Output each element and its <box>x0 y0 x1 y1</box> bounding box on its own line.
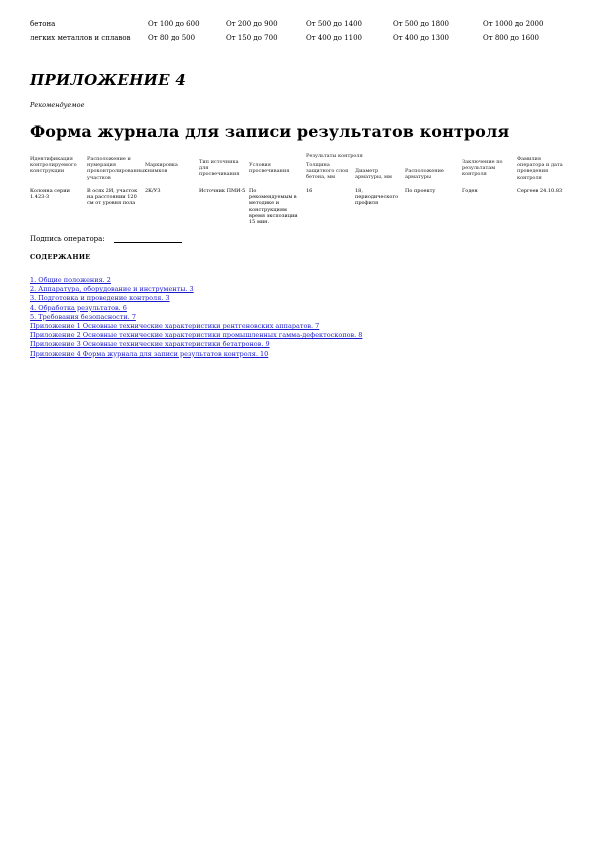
signature-label: Подпись оператора: <box>30 235 105 243</box>
table-cell: От 500 до 1400 <box>306 20 362 28</box>
value-rebar-diameter: 18, периодического профиля <box>355 188 399 207</box>
thickness-range-table <box>30 20 570 48</box>
header-conclusion: Заключение по результатам контроля <box>462 159 503 178</box>
value-cover-thickness: 16 <box>306 188 313 194</box>
table-cell: От 500 до 1800 <box>393 20 449 28</box>
value-source-type: Источник ПМИ-5 <box>199 188 246 194</box>
table-cell: От 200 до 900 <box>226 20 278 28</box>
appendix-title: ПРИЛОЖЕНИЕ 4 <box>30 71 187 89</box>
header-results: Результаты контроля <box>306 153 363 159</box>
header-source-type: Тип источника для просвечивания <box>199 159 240 178</box>
table-row <box>30 20 570 34</box>
toc-link[interactable]: 3. Подготовка и проведение контроля. 3 <box>30 294 170 303</box>
table-cell: От 800 до 1600 <box>483 34 539 42</box>
table-cell: От 400 до 1300 <box>393 34 449 42</box>
table-cell: От 100 до 600 <box>148 20 200 28</box>
toc-link[interactable]: Приложение 3 Основные технические характеристики бетатронов. 9 <box>30 340 270 349</box>
header-cover-thickness: Толщина защитного слоя бетона, мм <box>306 162 349 181</box>
table-cell: легких металлов и сплавов <box>30 34 131 42</box>
table-cell: От 400 до 1100 <box>306 34 362 42</box>
value-conditions: По рекомендуемым в методике и конструкциям время экспозиции 15 мин. <box>249 188 298 226</box>
toc-link[interactable]: 4. Обработка результатов. 6 <box>30 303 127 312</box>
value-operator-date: Сергеев 24.10.83 <box>517 188 563 194</box>
toc-link[interactable]: Приложение 1 Основные технические характеристики рентгеновских аппаратов. 7 <box>30 322 320 331</box>
header-conditions: Условия просвечивания <box>249 162 290 175</box>
toc-link[interactable]: 5. Требования безопасности. 7 <box>30 312 136 321</box>
table-of-contents <box>30 276 362 359</box>
value-location: В осях 2И, участок на расстоянии 120 см от уровня пола <box>87 188 138 207</box>
table-cell: От 150 до 700 <box>226 34 278 42</box>
toc-link[interactable]: Приложение 4 Форма журнала для записи результатов контроля. 10 <box>30 349 269 358</box>
header-rebar-diameter: Диаметр арматуры, мм <box>355 168 392 181</box>
toc-link[interactable]: Приложение 2 Основные технические характеристики промышленных гамма-дефектоскопов. 8 <box>30 331 363 340</box>
recommended-label: Рекомендуемое <box>30 101 85 109</box>
table-cell: бетона <box>30 20 56 28</box>
value-image-marking: 2К/У3 <box>145 188 161 194</box>
header-rebar-location: Расположение арматуры <box>405 168 444 181</box>
value-structure-id: Колонна серии 1.423-3 <box>30 188 70 201</box>
toc-link[interactable]: 2. Аппаратура, оборудование и инструменты. 3 <box>30 285 194 294</box>
table-cell: От 80 до 500 <box>148 34 196 42</box>
value-rebar-location: По проекту <box>405 188 436 194</box>
header-structure-id: Идентификация контролируемого конструкции <box>30 156 77 175</box>
header-location: Расположение и нумерация проконтролированных участков <box>87 156 147 181</box>
toc-heading: СОДЕРЖАНИЕ <box>30 253 91 261</box>
form-title: Форма журнала для записи результатов контроля <box>30 122 510 141</box>
operator-signature <box>30 235 182 243</box>
table-cell: От 1000 до 2000 <box>483 20 544 28</box>
header-operator-date: Фамилия оператора и дата проведения контроля <box>517 156 563 181</box>
value-conclusion: Годен <box>462 188 478 194</box>
signature-line <box>114 235 182 243</box>
toc-link[interactable]: 1. Общие положения. 2 <box>30 276 111 284</box>
table-row <box>30 34 570 48</box>
header-image-marking: Маркировка снимков <box>145 162 178 175</box>
